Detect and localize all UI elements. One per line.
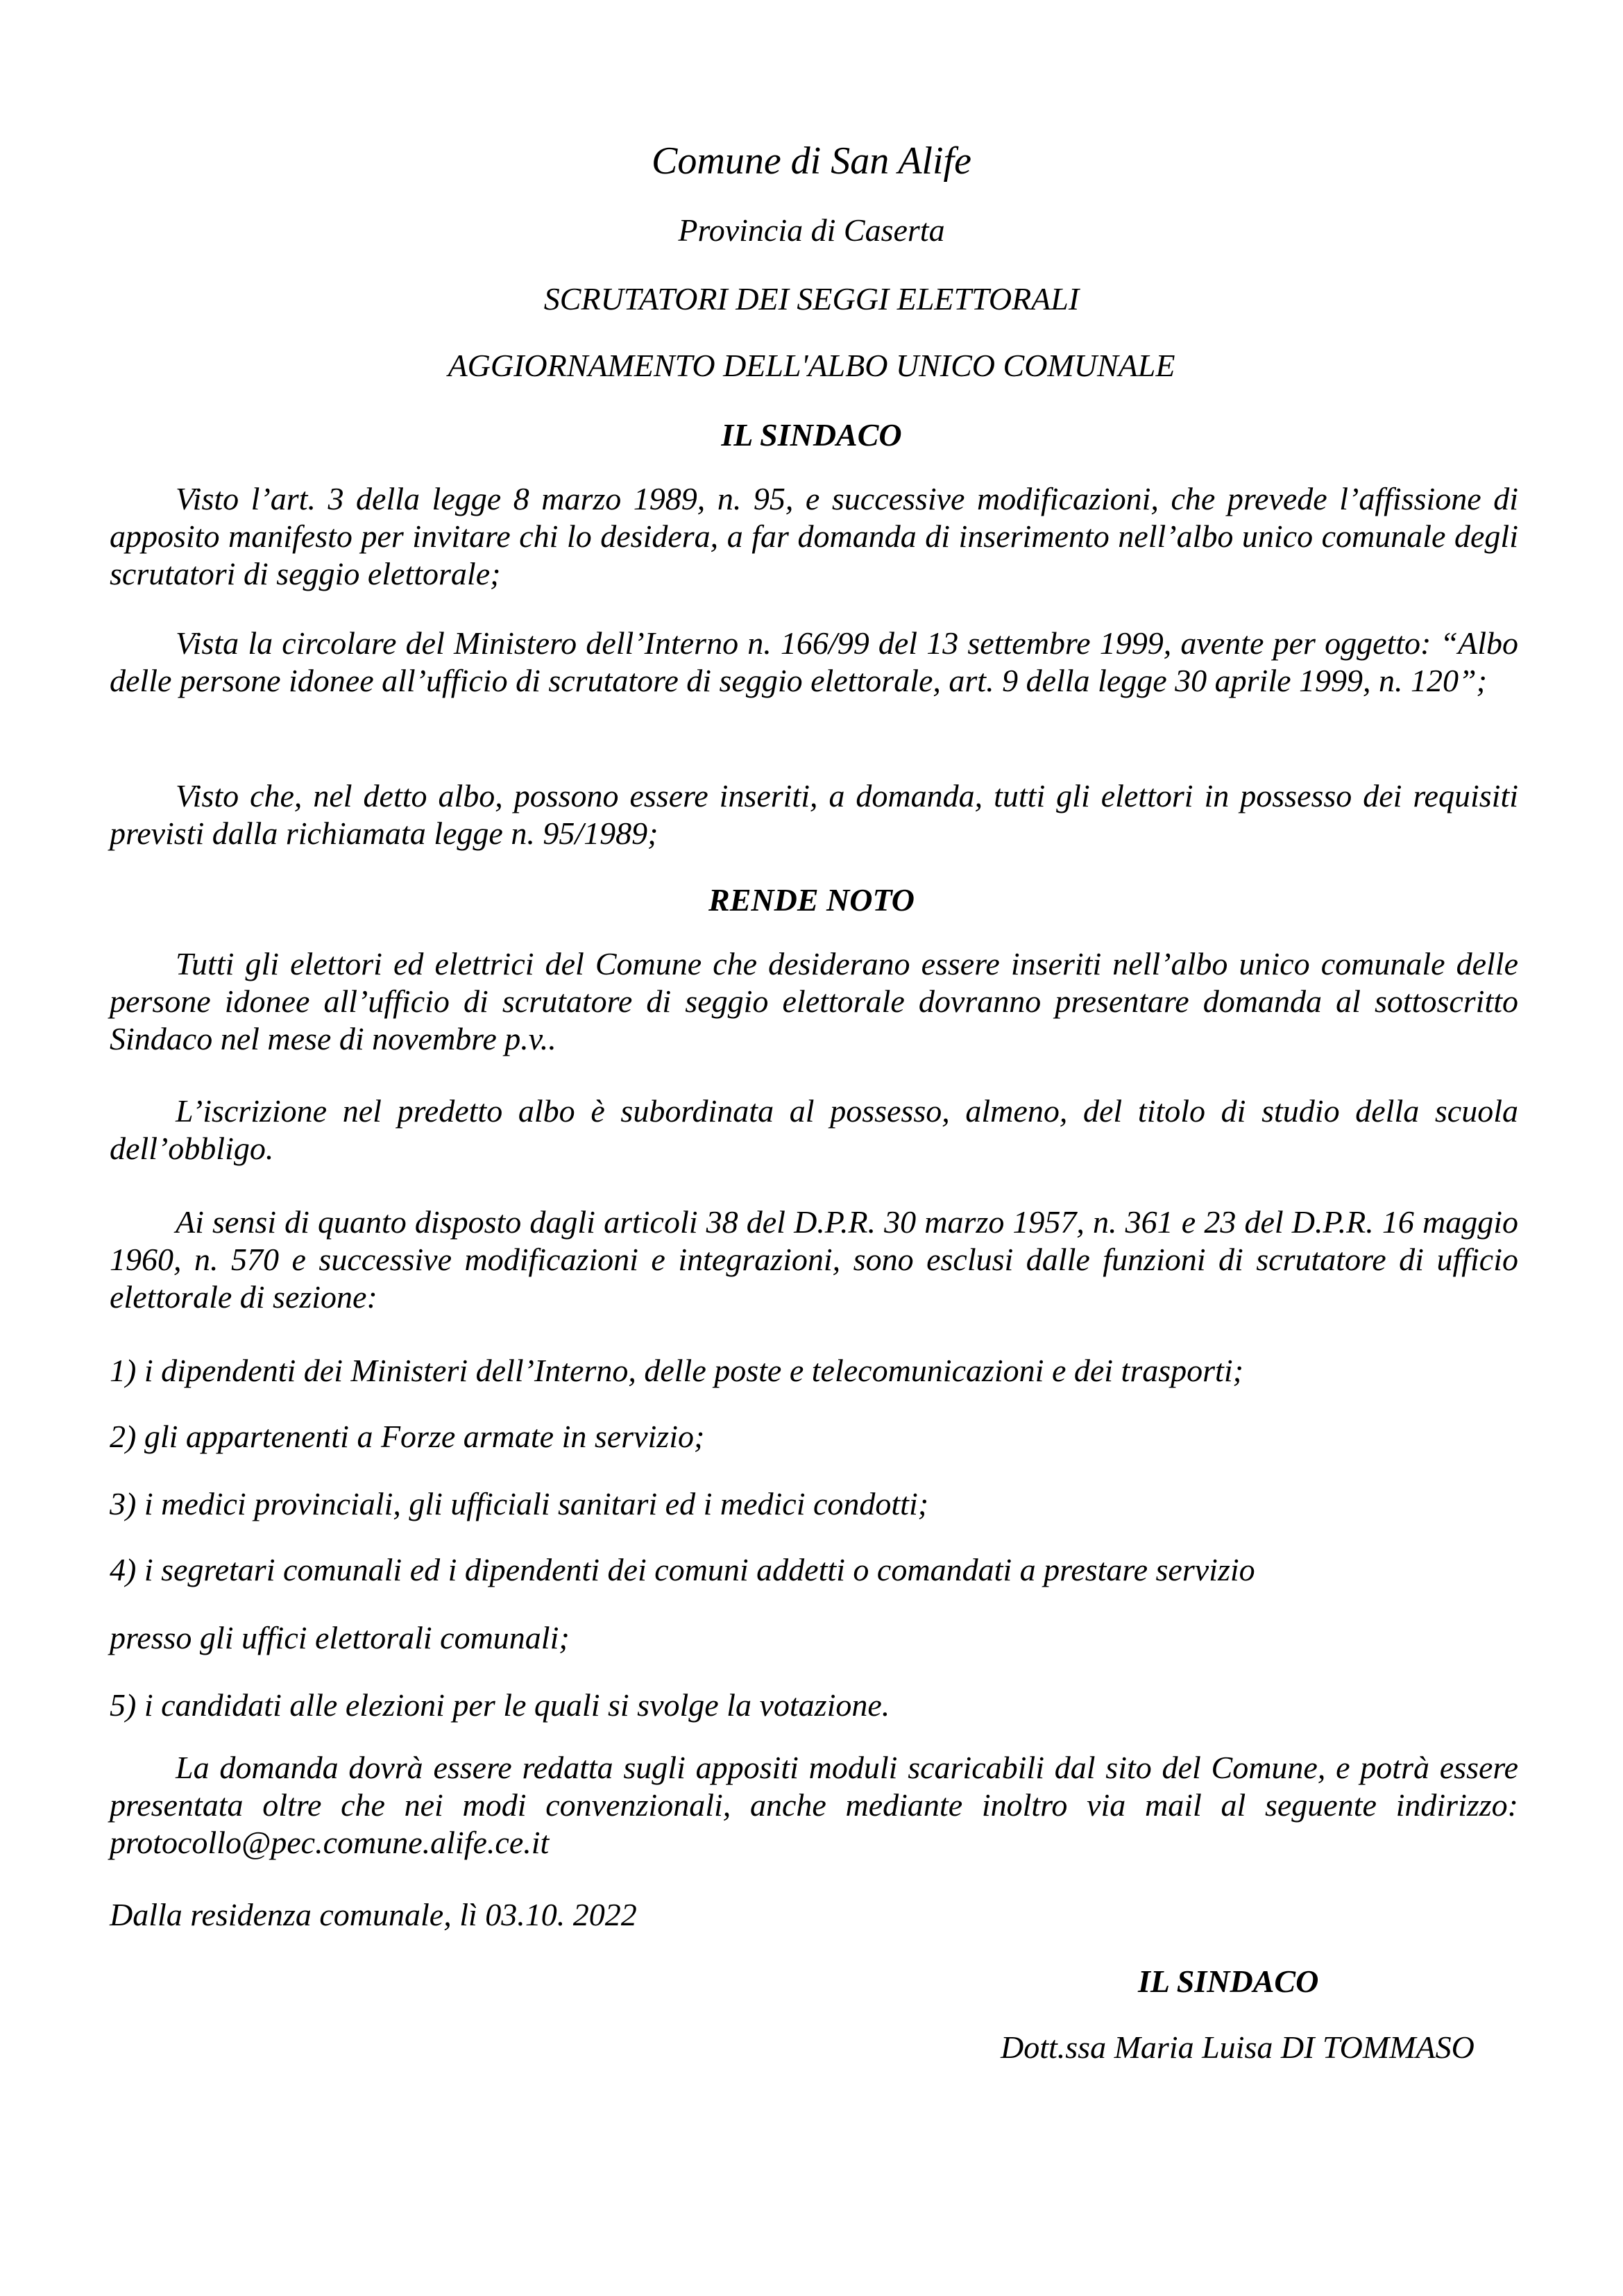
dateline: Dalla residenza comunale, lì 03.10. 2022 bbox=[110, 1897, 637, 1932]
notice-paragraph: L’iscrizione nel predetto albo è subordinata al possesso, almeno, del titolo di studio della scuola dell’obbligo. bbox=[110, 1093, 1518, 1166]
exclusion-item: 5) i candidati alle elezioni per le quali si svolge la votazione. bbox=[110, 1687, 890, 1723]
municipality-name: Comune di San Alife bbox=[652, 140, 971, 183]
exclusion-item: 2) gli appartenenti a Forze armate in servizio; bbox=[110, 1419, 705, 1454]
exclusion-item: 4) i segretari comunali ed i dipendenti dei comuni addetti o comandati a prestare servizio bbox=[110, 1552, 1255, 1587]
signature-name: Dott.ssa Maria Luisa DI TOMMASO bbox=[1001, 2029, 1475, 2065]
premise-paragraph: Vista la circolare del Ministero dell’Interno n. 166/99 del 13 settembre 1999, avente per oggetto: “Albo delle persone idonee all’ufficio di scrutatore di seggio elettorale, art. 9 della legge 30 aprile 1999, n. 120”; bbox=[110, 625, 1518, 698]
subject-subtitle: AGGIORNAMENTO DELL'ALBO UNICO COMUNALE bbox=[448, 348, 1175, 383]
exclusion-item-continuation: presso gli uffici elettorali comunali; bbox=[110, 1620, 570, 1655]
rende-noto-heading: RENDE NOTO bbox=[708, 882, 915, 918]
subject-title: SCRUTATORI DEI SEGGI ELETTORALI bbox=[543, 281, 1080, 316]
premise-paragraph: Visto l’art. 3 della legge 8 marzo 1989, n. 95, e successive modificazioni, che prevede l’affissione di apposito manifesto per invitare chi lo desidera, a far domanda di inserimento nell’albo unico comunale degli scrutatori di seggio elettorale; bbox=[110, 481, 1518, 591]
province-name: Provincia di Caserta bbox=[678, 212, 945, 248]
application-paragraph: La domanda dovrà essere redatta sugli appositi moduli scaricabili dal sito del Comune, e potrà essere presentata oltre che nei modi convenzionali, anche mediante inoltro via mail al seguente indirizzo: protocollo@pec.comune.alife.ce.it bbox=[110, 1750, 1518, 1860]
signature-title: IL SINDACO bbox=[1138, 1964, 1319, 1999]
notice-paragraph: Tutti gli elettori ed elettrici del Comune che desiderano essere inseriti nell’albo unico comunale delle persone idonee all’ufficio di scrutatore di seggio elettorale dovranno presentare domanda al sottoscritto Sindaco nel mese di novembre p.v.. bbox=[110, 946, 1518, 1056]
premise-paragraph: Visto che, nel detto albo, possono essere inseriti, a domanda, tutti gli elettori in possesso dei requisiti previsti dalla richiamata legge n. 95/1989; bbox=[110, 778, 1518, 851]
exclusion-item: 3) i medici provinciali, gli ufficiali sanitari ed i medici condotti; bbox=[110, 1486, 929, 1521]
authority-heading: IL SINDACO bbox=[721, 417, 902, 453]
notice-paragraph: Ai sensi di quanto disposto dagli articoli 38 del D.P.R. 30 marzo 1957, n. 361 e 23 del D.P.R. 16 maggio 1960, n. 570 e successive modificazioni e integrazioni, sono esclusi dalle funzioni di scrutatore di ufficio elettorale di sezione: bbox=[110, 1204, 1518, 1315]
exclusion-item: 1) i dipendenti dei Ministeri dell’Interno, delle poste e telecomunicazioni e dei trasporti; bbox=[110, 1353, 1243, 1388]
